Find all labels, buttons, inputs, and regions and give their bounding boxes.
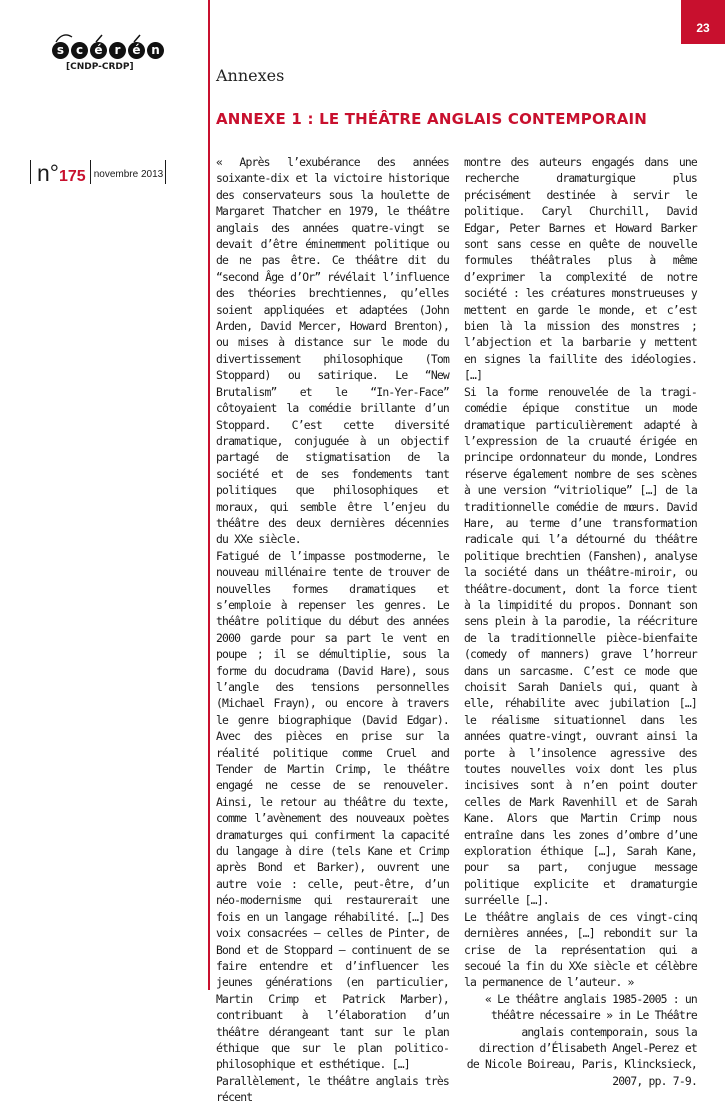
issue-marker [30, 160, 166, 190]
paragraph: Parallèlement, le théâtre anglais très récent [216, 1073, 449, 1105]
page-number: 23 [681, 0, 725, 44]
logo-accent-marks-icon [52, 33, 172, 43]
section-heading: Annexes [216, 66, 285, 85]
logo-letter: é [90, 42, 107, 59]
page-title: ANNEXE 1 : LE THÉÂTRE ANGLAIS CONTEMPORAIN [216, 110, 648, 128]
text-column-left [216, 154, 449, 1106]
citation: « Le théâtre anglais 1985-2005 : un théâtre nécessaire » in Le Théâtre anglais contemporain, sous la direction d’Élisabeth Angel-Perez et de Nicole Boireau, Paris, Klincksieck, 2007, pp. 7-9. [466, 991, 697, 1088]
logo-letter: s [52, 42, 69, 59]
divider [165, 160, 166, 184]
scerén-logo [52, 42, 172, 92]
logo-letter: r [109, 42, 126, 59]
paragraph: montre des auteurs engagés dans une recherche dramaturgique plus précisément destinée à servir le politique. Caryl Churchill, David Edgar, Peter Barnes et Howard Barker sont sans cesse en quête de nouvelle formules théâtrales plus à même d’exprimer la complexité de notre société : les créatures monstrueuses y mettent en garde le monde, et c’est bien là la mission des monstres ; l’abjection et la barbarie y mettent en signes la faillite des idéologies. […] [464, 155, 697, 383]
logo-letter: c [71, 42, 88, 59]
paragraph: Si la forme renouvelée de la tragi-comédie épique constitue un mode dramatique particulièrement adapté à l’expression de la cruauté érigée en principe ordonnateur du monde, Londres réserve également nombre de ses scènes à une version “vitriolique” […] de la traditionnelle comédie de mœurs. David Hare, au terme d’une transformation radicale qui l’a détourné du théâtre politique brechtien (Fanshen), analyse la société dans un théâtre-miroir, ou théâtre-document, dont la force tient à la limpidité du propos. Donnant son sens plein à la parodie, la réécriture de la traditionnelle pièce-bienfaite (comedy of manners) grave l’horreur dans un sarcasme. C’est ce mode que choisit Sarah Daniels qui, quant à elle, réhabilite avec jubilation […] le réalisme situationnel dans les années quatre-vingt, ouvrant ainsi la porte à l’insolence agressive des toutes nouvelles voix dont les plus incisives sont à n’en point douter celles de Mark Ravenhill et de Sarah Kane. Alors que Martin Crimp nous entraîne dans les zones d’ombre d’une exploration éthique […], Sarah Kane, pour sa part, conjugue message politique explicite et dramaturgie surréelle […]. [464, 384, 697, 908]
paragraph: Fatigué de l’impasse postmoderne, le nouveau millénaire tente de trouver de nouvelles formes dramatiques et s’emploie à repenser les genres. Le théâtre politique du début des années 2000 garde pour sa part le vent en poupe ; il se démultiplie, sous la forme du docudrama (David Hare), sous l’angle des tensions personnelles (Michael Frayn), ou encore à travers le genre biographique (David Edgar). Avec des pièces en prise sur la réalité politique comme Cruel and Tender de Martin Crimp, le théâtre engagé ne cesse de se renouveler. Ainsi, le retour au théâtre du texte, comme l’avènement des nouveaux poètes dramaturges qui confirment la capacité du langage à dire (tels Kane et Crimp après Bond et Barker), ouvrent une autre voie : celle, peut-être, d’un néo-modernisme qui restaurerait une fois en un langage réhabilité. […] Des voix consacrées – celles de Pinter, de Bond et de Stoppard – continuent de se faire entendre et d’influencer les jeunes générations (en particulier, Martin Crimp et Patrick Marber), contribuant à l’élaboration d’un théâtre dérangeant tant sur le plan éthique que sur le plan politico-philosophique et esthétique. […] [216, 548, 449, 1072]
logo-subtitle: [CNDP-CRDP] [66, 62, 134, 72]
issue-number [31, 160, 90, 190]
logo-letter: n [147, 42, 164, 59]
paragraph: « Après l’exubérance des années soixante-dix et la victoire historique des conservateurs sous la houlette de Margaret Thatcher en 1979, le théâtre anglais des années quatre-vingt se devait d’être éminemment politique ou de ne pas être. Ce théâtre dit du “second Âge d’Or” révélait l’influence des théories brechtiennes, qu’elles soient appliquées et adaptées (John Arden, David Mercer, Howard Brenton), ou mises à distance sur le mode du divertissement philosophique (Tom Stoppard) ou satirique. Le “New Brutalism” et le “In-Yer-Face” côtoyaient la comédie brillante d’un Stoppard. C’est cette diversité dramatique, conjuguée à un objectif partagé de stigmatisation de la société et de ses fondements tant politiques que philosophiques et moraux, qui semble être l’enjeu du théâtre des deux dernières décennies du XXe siècle. [216, 155, 449, 547]
margin-rule [208, 0, 210, 990]
text-column-right [464, 154, 697, 1089]
logo-letters [52, 42, 172, 59]
issue-prefix: n° [37, 160, 59, 186]
logo-letter: é [128, 42, 145, 59]
paragraph: Le théâtre anglais de ces vingt-cinq dernières années, […] rebondit sur la crise de la représentation qui a secoué la fin du XXe siècle et célèbre la permanence de l’auteur. » [464, 909, 697, 990]
issue-number-value: 175 [59, 168, 86, 185]
issue-date: novembre 2013 [93, 169, 164, 180]
